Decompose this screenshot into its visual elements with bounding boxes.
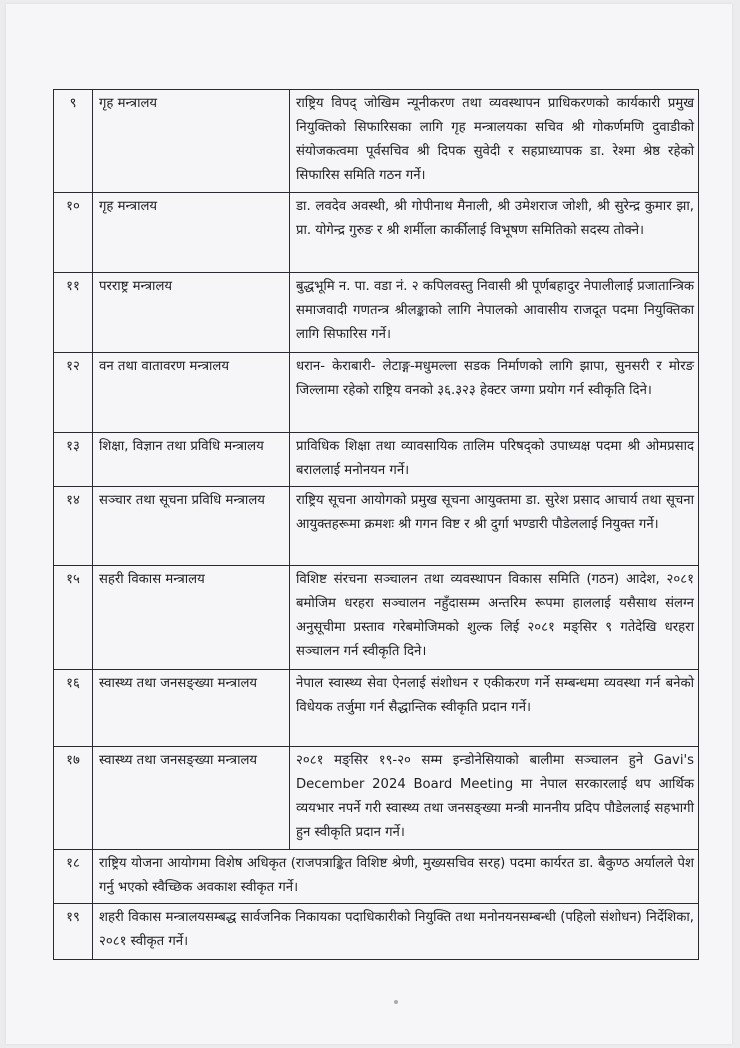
- table-row: [54, 433, 699, 487]
- row-number: ११: [54, 273, 93, 353]
- table-row: [54, 747, 699, 850]
- decision-text: बुद्धभूमि न. पा. वडा नं. २ कपिलवस्तु निवासी श्री पूर्णबहादुर नेपालीलाई प्रजातान्त्रिक समाजवादी गणतन्त्र श्रीलङ्काको लागि नेपालको आवासीय राजदूत पदमा नियुक्तिका लागि सिफारिस गर्ने।: [290, 273, 699, 353]
- row-number: १४: [54, 487, 93, 566]
- ministry-name: शिक्षा, विज्ञान तथा प्रविधि मन्त्रालय: [93, 433, 290, 487]
- row-number: १३: [54, 433, 93, 487]
- table-row: [54, 90, 699, 193]
- ministry-name: स्वास्थ्य तथा जनसङ्ख्या मन्त्रालय: [93, 670, 290, 747]
- decision-text: राष्ट्रिय योजना आयोगमा विशेष अधिकृत (राजपत्राङ्कित विशिष्ट श्रेणी, मुख्यसचिव सरह) पदमा कार्यरत डा. बैकुण्ठ अर्यालले पेश गर्नु भएको स्वैच्छिक अवकाश स्वीकृत गर्ने।: [93, 850, 699, 904]
- decision-text: डा. लवदेव अवस्थी, श्री गोपीनाथ मैनाली, श्री उमेशराज जोशी, श्री सुरेन्द्र कुमार झा, प्रा. योगेन्द्र गुरुङ र श्री शर्मीला कार्कीलाई विभूषण समितिको सदस्य तोक्ने।: [290, 193, 699, 273]
- decision-text: राष्ट्रिय विपद् जोखिम न्यूनीकरण तथा व्यवस्थापन प्राधिकरणको कार्यकारी प्रमुख नियुक्तिको सिफारिसका लागि गृह मन्त्रालयका सचिव श्री गोकर्णमणि दुवाडीको संयोजकत्वमा पूर्वसचिव श्री दिपक सुवेदी र सहप्राध्यापक डा. रेश्मा श्रेष्ठ रहेको सिफारिस समिति गठन गर्ने।: [290, 90, 699, 193]
- table-row: [54, 487, 699, 566]
- row-number: १५: [54, 566, 93, 670]
- table-row: [54, 193, 699, 273]
- decision-text: नेपाल स्वास्थ्य सेवा ऐनलाई संशोधन र एकीकरण गर्ने सम्बन्धमा व्यवस्था गर्न बनेको विधेयक तर्जुमा गर्न सैद्धान्तिक स्वीकृति प्रदान गर्ने।: [290, 670, 699, 747]
- ministry-name: सहरी विकास मन्त्रालय: [93, 566, 290, 670]
- row-number: १०: [54, 193, 93, 273]
- ministry-name: गृह मन्त्रालय: [93, 90, 290, 193]
- table-row: [54, 904, 699, 960]
- decision-text: २०८१ मङ्सिर १९-२० सम्म इन्डोनेसियाको बालीमा सञ्चालन हुने Gavi's December 2024 Board Meeting मा नेपाल सरकारलाई थप आर्थिक व्ययभार नपर्ने गरी स्वास्थ्य तथा जनसङ्ख्या मन्त्री माननीय प्रदिप पौडेललाई सहभागी हुन स्वीकृति प्रदान गर्ने।: [290, 747, 699, 850]
- scan-speck: [394, 1000, 398, 1004]
- row-number: १२: [54, 353, 93, 433]
- table-row: [54, 353, 699, 433]
- ministry-name: परराष्ट्र मन्त्रालय: [93, 273, 290, 353]
- decision-text: प्राविधिक शिक्षा तथा व्यावसायिक तालिम परिषद्को उपाध्यक्ष पदमा श्री ओमप्रसाद बराललाई मनोनयन गर्ने।: [290, 433, 699, 487]
- decision-text: विशिष्ट संरचना सञ्चालन तथा व्यवस्थापन विकास समिति (गठन) आदेश, २०८१ बमोजिम धरहरा सञ्चालन नहुँदासम्म अन्तरिम रूपमा हाललाई यसैसाथ संलग्न अनुसूचीमा प्रस्ताव गरेबमोजिमको शुल्क लिई २०८१ मङ्सिर ९ गतेदेखि धरहरा सञ्चालन गर्न स्वीकृति दिने।: [290, 566, 699, 670]
- row-number: ९: [54, 90, 93, 193]
- row-number: १८: [54, 850, 93, 904]
- table-row: [54, 850, 699, 904]
- row-number: १७: [54, 747, 93, 850]
- ministry-name: सञ्चार तथा सूचना प्रविधि मन्त्रालय: [93, 487, 290, 566]
- table-row: [54, 273, 699, 353]
- row-number: १६: [54, 670, 93, 747]
- table-row: [54, 670, 699, 747]
- document-page: [6, 4, 732, 1044]
- row-number: १९: [54, 904, 93, 960]
- decision-text: धरान- केराबारी- लेटाङ्ग-मधुमल्ला सडक निर्माणको लागि झापा, सुनसरी र मोरङ जिल्लामा रहेको राष्ट्रिय वनको ३६.३२३ हेक्टर जग्गा प्रयोग गर्न स्वीकृति दिने।: [290, 353, 699, 433]
- decision-text: शहरी विकास मन्त्रालयसम्बद्ध सार्वजनिक निकायका पदाधिकारीको नियुक्ति तथा मनोनयनसम्बन्धी (पहिलो संशोधन) निर्देशिका, २०८१ स्वीकृत गर्ने।: [93, 904, 699, 960]
- cabinet-decisions-table: [53, 89, 699, 960]
- decision-text: राष्ट्रिय सूचना आयोगको प्रमुख सूचना आयुक्तमा डा. सुरेश प्रसाद आचार्य तथा सूचना आयुक्तहरूमा क्रमशः श्री गगन विष्ट र श्री दुर्गा भण्डारी पौडेललाई नियुक्त गर्ने।: [290, 487, 699, 566]
- ministry-name: गृह मन्त्रालय: [93, 193, 290, 273]
- table-row: [54, 566, 699, 670]
- ministry-name: स्वास्थ्य तथा जनसङ्ख्या मन्त्रालय: [93, 747, 290, 850]
- ministry-name: वन तथा वातावरण मन्त्रालय: [93, 353, 290, 433]
